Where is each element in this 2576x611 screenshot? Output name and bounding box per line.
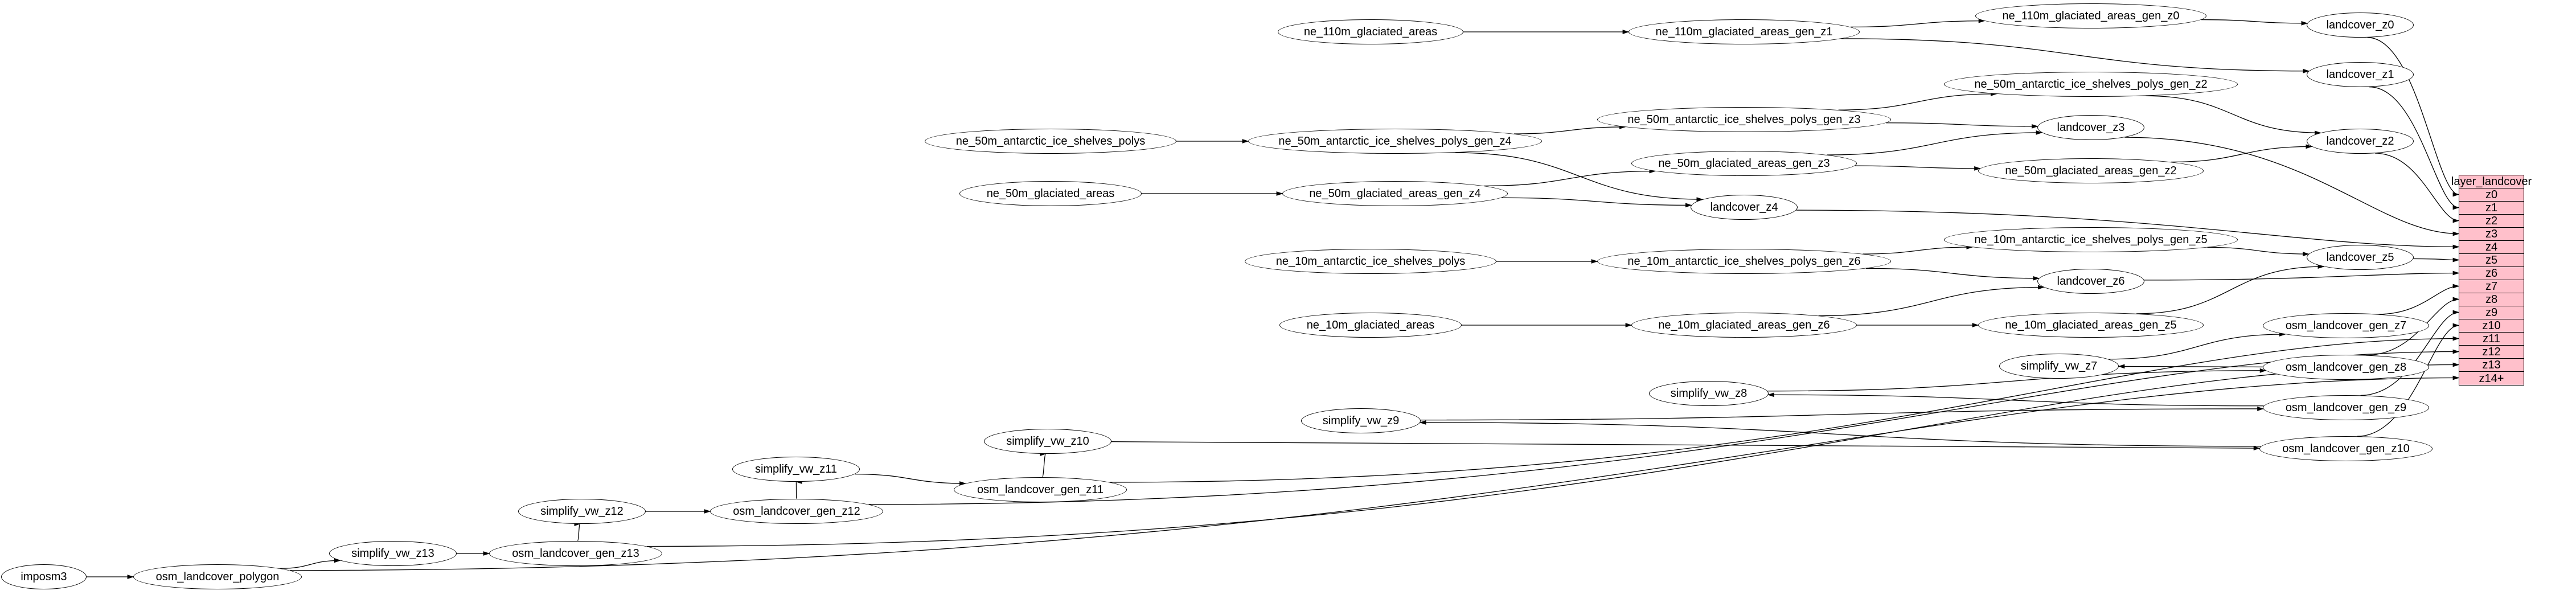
- graph-node-label: landcover_z5: [2326, 251, 2394, 264]
- graph-node-label: ne_110m_glaciated_areas: [1303, 26, 1438, 38]
- graph-node-simplify_vw_z7[interactable]: [1999, 354, 2119, 379]
- layer-table-row-z1: z1: [2459, 202, 2524, 215]
- graph-node-ne_10m_glaciated_areas[interactable]: [1279, 313, 1462, 338]
- layer-table-row-z11: z11: [2459, 333, 2524, 346]
- graph-node-label: landcover_z6: [2057, 275, 2125, 288]
- graph-node-ne_50m_antarctic_ice_shelves_polys_gen_z2[interactable]: [1944, 72, 2238, 97]
- graph-edge: [2201, 20, 2307, 23]
- graph-node-simplify_vw_z12[interactable]: [518, 499, 646, 524]
- graph-node-label: simplify_vw_z7: [2020, 360, 2098, 372]
- graph-edge: [577, 524, 580, 541]
- graph-node-label: simplify_vw_z11: [754, 463, 838, 475]
- graph-node-simplify_vw_z11[interactable]: [732, 457, 860, 482]
- graph-edge: [1502, 198, 1692, 205]
- graph-node-osm_landcover_polygon[interactable]: [133, 564, 302, 589]
- graph-node-label: osm_landcover_gen_z10: [2282, 442, 2410, 455]
- graph-node-ne_50m_glaciated_areas_gen_z3[interactable]: [1631, 151, 1857, 176]
- graph-node-label: osm_landcover_gen_z13: [512, 547, 639, 560]
- graph-node-label: ne_10m_glaciated_areas: [1306, 319, 1435, 331]
- graph-node-label: landcover_z1: [2326, 68, 2394, 81]
- graph-edge: [1111, 442, 2259, 448]
- graph-node-label: simplify_vw_z8: [1670, 387, 1748, 400]
- graph-edge-to-layer-table: [2144, 273, 2459, 280]
- graph-node-osm_landcover_gen_z7[interactable]: [2263, 313, 2429, 338]
- graph-node-ne_10m_glaciated_areas_gen_z6[interactable]: [1631, 313, 1857, 338]
- graph-edge: [1851, 21, 1984, 27]
- graph-edge-to-layer-table: [2124, 137, 2459, 233]
- layer-table-row-z5: z5: [2459, 254, 2524, 267]
- graph-node-label: simplify_vw_z10: [1006, 435, 1089, 448]
- layer-table-row-z3: z3: [2459, 228, 2524, 241]
- layer-landcover-table: [2451, 175, 2532, 386]
- graph-edge: [1841, 39, 2309, 71]
- graph-edge: [280, 560, 340, 568]
- graph-node-landcover_z0[interactable]: [2307, 13, 2414, 38]
- layer-table-row-z8: z8: [2459, 293, 2524, 306]
- graph-edge-to-layer-table: [2357, 326, 2459, 437]
- graph-node-label: osm_landcover_gen_z11: [977, 483, 1104, 496]
- graph-node-label: osm_landcover_gen_z12: [733, 505, 860, 518]
- graph-node-label: ne_50m_glaciated_areas_gen_z4: [1309, 187, 1481, 200]
- layer-table-row-z14+: z14+: [2479, 372, 2504, 385]
- graph-node-label: osm_landcover_gen_z8: [2285, 361, 2407, 374]
- graph-node-landcover_z5[interactable]: [2307, 245, 2414, 270]
- graph-edge: [1827, 133, 2042, 155]
- graph-edge: [1042, 454, 1045, 477]
- graph-node-ne_50m_antarctic_ice_shelves_polys_gen_z3[interactable]: [1597, 107, 1891, 132]
- graph-node-ne_10m_antarctic_ice_shelves_polys[interactable]: [1245, 249, 1496, 274]
- graph-node-ne_50m_antarctic_ice_shelves_polys[interactable]: [925, 129, 1176, 154]
- graph-node-label: landcover_z2: [2326, 135, 2394, 147]
- graph-node-label: ne_110m_glaciated_areas_gen_z0: [2002, 10, 2180, 22]
- graph-node-label: ne_50m_glaciated_areas_gen_z3: [1658, 157, 1830, 170]
- graph-edge: [1768, 395, 2263, 405]
- graph-node-landcover_z1[interactable]: [2307, 62, 2414, 87]
- layer-table-row-z9: z9: [2459, 306, 2524, 319]
- graph-node-ne_10m_glaciated_areas_gen_z5[interactable]: [1978, 313, 2204, 338]
- graph-node-osm_landcover_gen_z10[interactable]: [2259, 436, 2433, 461]
- layer-table-title: layer_landcover: [2451, 175, 2532, 188]
- graph-node-osm_landcover_gen_z12[interactable]: [710, 499, 883, 524]
- graph-edge: [1484, 171, 1655, 186]
- graph-node-label: landcover_z3: [2057, 121, 2125, 134]
- graph-node-label: landcover_z4: [1710, 201, 1778, 214]
- graph-edge: [1421, 409, 2263, 420]
- graph-edge: [2109, 334, 2285, 359]
- graph-node-simplify_vw_z10[interactable]: [984, 429, 1111, 454]
- layer-table-row-z13: z13: [2459, 359, 2524, 372]
- graph-node-label: simplify_vw_z13: [351, 547, 434, 560]
- graph-node-simplify_vw_z8[interactable]: [1649, 381, 1769, 406]
- graph-edge-to-layer-table: [2368, 38, 2459, 195]
- graph-edge-to-layer-table: [647, 365, 2459, 547]
- graph-node-osm_landcover_gen_z8[interactable]: [2263, 355, 2429, 380]
- graph-node-ne_50m_antarctic_ice_shelves_polys_gen_z4[interactable]: [1248, 129, 1542, 154]
- graph-node-label: landcover_z0: [2326, 19, 2394, 31]
- graph-node-landcover_z4[interactable]: [1691, 195, 1798, 220]
- graph-node-osm_landcover_gen_z11[interactable]: [954, 477, 1127, 502]
- layer-table-row-z2: z2: [2459, 215, 2524, 228]
- graph-node-label: ne_110m_glaciated_areas_gen_z1: [1655, 26, 1833, 38]
- layer-table-row-z10: z10: [2459, 319, 2524, 333]
- layer-table-row-z0: z0: [2459, 188, 2524, 202]
- graph-node-label: ne_10m_antarctic_ice_shelves_polys: [1275, 255, 1466, 268]
- graph-node-label: ne_50m_antarctic_ice_shelves_polys: [955, 135, 1146, 147]
- graph-edge-to-layer-table: [2379, 286, 2459, 314]
- graph-node-ne_110m_glaciated_areas_gen_z0[interactable]: [1975, 3, 2206, 28]
- graph-node-imposm3[interactable]: [1, 564, 87, 589]
- graph-node-osm_landcover_gen_z13[interactable]: [489, 541, 662, 566]
- graph-edge: [1839, 94, 1997, 110]
- layer-table-row-z6: z6: [2459, 267, 2524, 280]
- graph-node-label: simplify_vw_z12: [540, 505, 624, 518]
- graph-edge-to-layer-table: [2413, 259, 2459, 260]
- graph-edge-to-layer-table: [2375, 153, 2459, 220]
- layer-table-row-z7: z7: [2459, 280, 2524, 293]
- graph-node-label: ne_10m_antarctic_ice_shelves_polys_gen_z6: [1627, 255, 1861, 268]
- graph-node-ne_10m_antarctic_ice_shelves_polys_gen_z6[interactable]: [1597, 249, 1891, 274]
- graph-edge: [1420, 423, 2261, 446]
- graph-node-ne_110m_glaciated_areas_gen_z1[interactable]: [1629, 19, 1860, 44]
- graph-edge: [2171, 146, 2312, 162]
- graph-edge: [2119, 366, 2263, 367]
- graph-node-label: osm_landcover_gen_z7: [2285, 319, 2407, 332]
- graph-edge: [1863, 247, 1972, 254]
- graph-node-label: ne_10m_antarctic_ice_shelves_polys_gen_z5: [1974, 233, 2208, 246]
- graph-node-landcover_z3[interactable]: [2037, 115, 2144, 140]
- graph-node-simplify_vw_z9[interactable]: [1301, 408, 1421, 433]
- graph-node-label: ne_50m_antarctic_ice_shelves_polys_gen_z4: [1278, 135, 1512, 147]
- graph-node-simplify_vw_z13[interactable]: [329, 541, 457, 566]
- graph-edge: [2136, 266, 2324, 314]
- graph-node-ne_50m_glaciated_areas_gen_z2[interactable]: [1978, 158, 2204, 183]
- graph-edge-to-layer-table: [1110, 339, 2459, 482]
- graph-node-ne_10m_antarctic_ice_shelves_polys_gen_z5[interactable]: [1944, 227, 2238, 252]
- graph-edge: [1819, 287, 2044, 315]
- graph-edge: [1866, 268, 2039, 278]
- graph-edge-to-layer-table: [290, 378, 2459, 571]
- graph-node-ne_110m_glaciated_areas[interactable]: [1278, 19, 1463, 44]
- layer-table-row-z4: z4: [2459, 241, 2524, 254]
- graph-edge: [1514, 127, 1626, 134]
- graph-node-label: osm_landcover_polygon: [155, 571, 280, 583]
- graph-node-label: ne_10m_glaciated_areas_gen_z6: [1658, 319, 1830, 331]
- graph-node-label: ne_50m_antarctic_ice_shelves_polys_gen_z3: [1627, 113, 1861, 126]
- graph-node-label: imposm3: [20, 571, 67, 583]
- graph-node-label: simplify_vw_z9: [1322, 415, 1400, 427]
- graph-edge: [2208, 247, 2309, 254]
- graph-node-label: ne_50m_antarctic_ice_shelves_polys_gen_z2: [1974, 78, 2208, 91]
- graph-node-landcover_z6[interactable]: [2037, 269, 2144, 294]
- layer-table-row-z12: z12: [2459, 346, 2524, 359]
- graph-edge: [1855, 166, 1980, 169]
- graph-node-landcover_z2[interactable]: [2307, 129, 2414, 154]
- graph-node-label: ne_10m_glaciated_areas_gen_z5: [2005, 319, 2177, 331]
- graph-edge: [855, 474, 966, 483]
- graph-node-label: ne_50m_glaciated_areas: [986, 187, 1115, 200]
- graph-edge: [2146, 96, 2321, 133]
- graph-node-ne_50m_glaciated_areas[interactable]: [959, 181, 1142, 206]
- graph-edge: [1886, 123, 2037, 126]
- graph-node-label: osm_landcover_gen_z9: [2285, 401, 2407, 414]
- graph-node-osm_landcover_gen_z9[interactable]: [2263, 395, 2429, 420]
- graph-node-ne_50m_glaciated_areas_gen_z4[interactable]: [1282, 181, 1508, 206]
- graph-node-label: ne_50m_glaciated_areas_gen_z2: [2005, 165, 2177, 177]
